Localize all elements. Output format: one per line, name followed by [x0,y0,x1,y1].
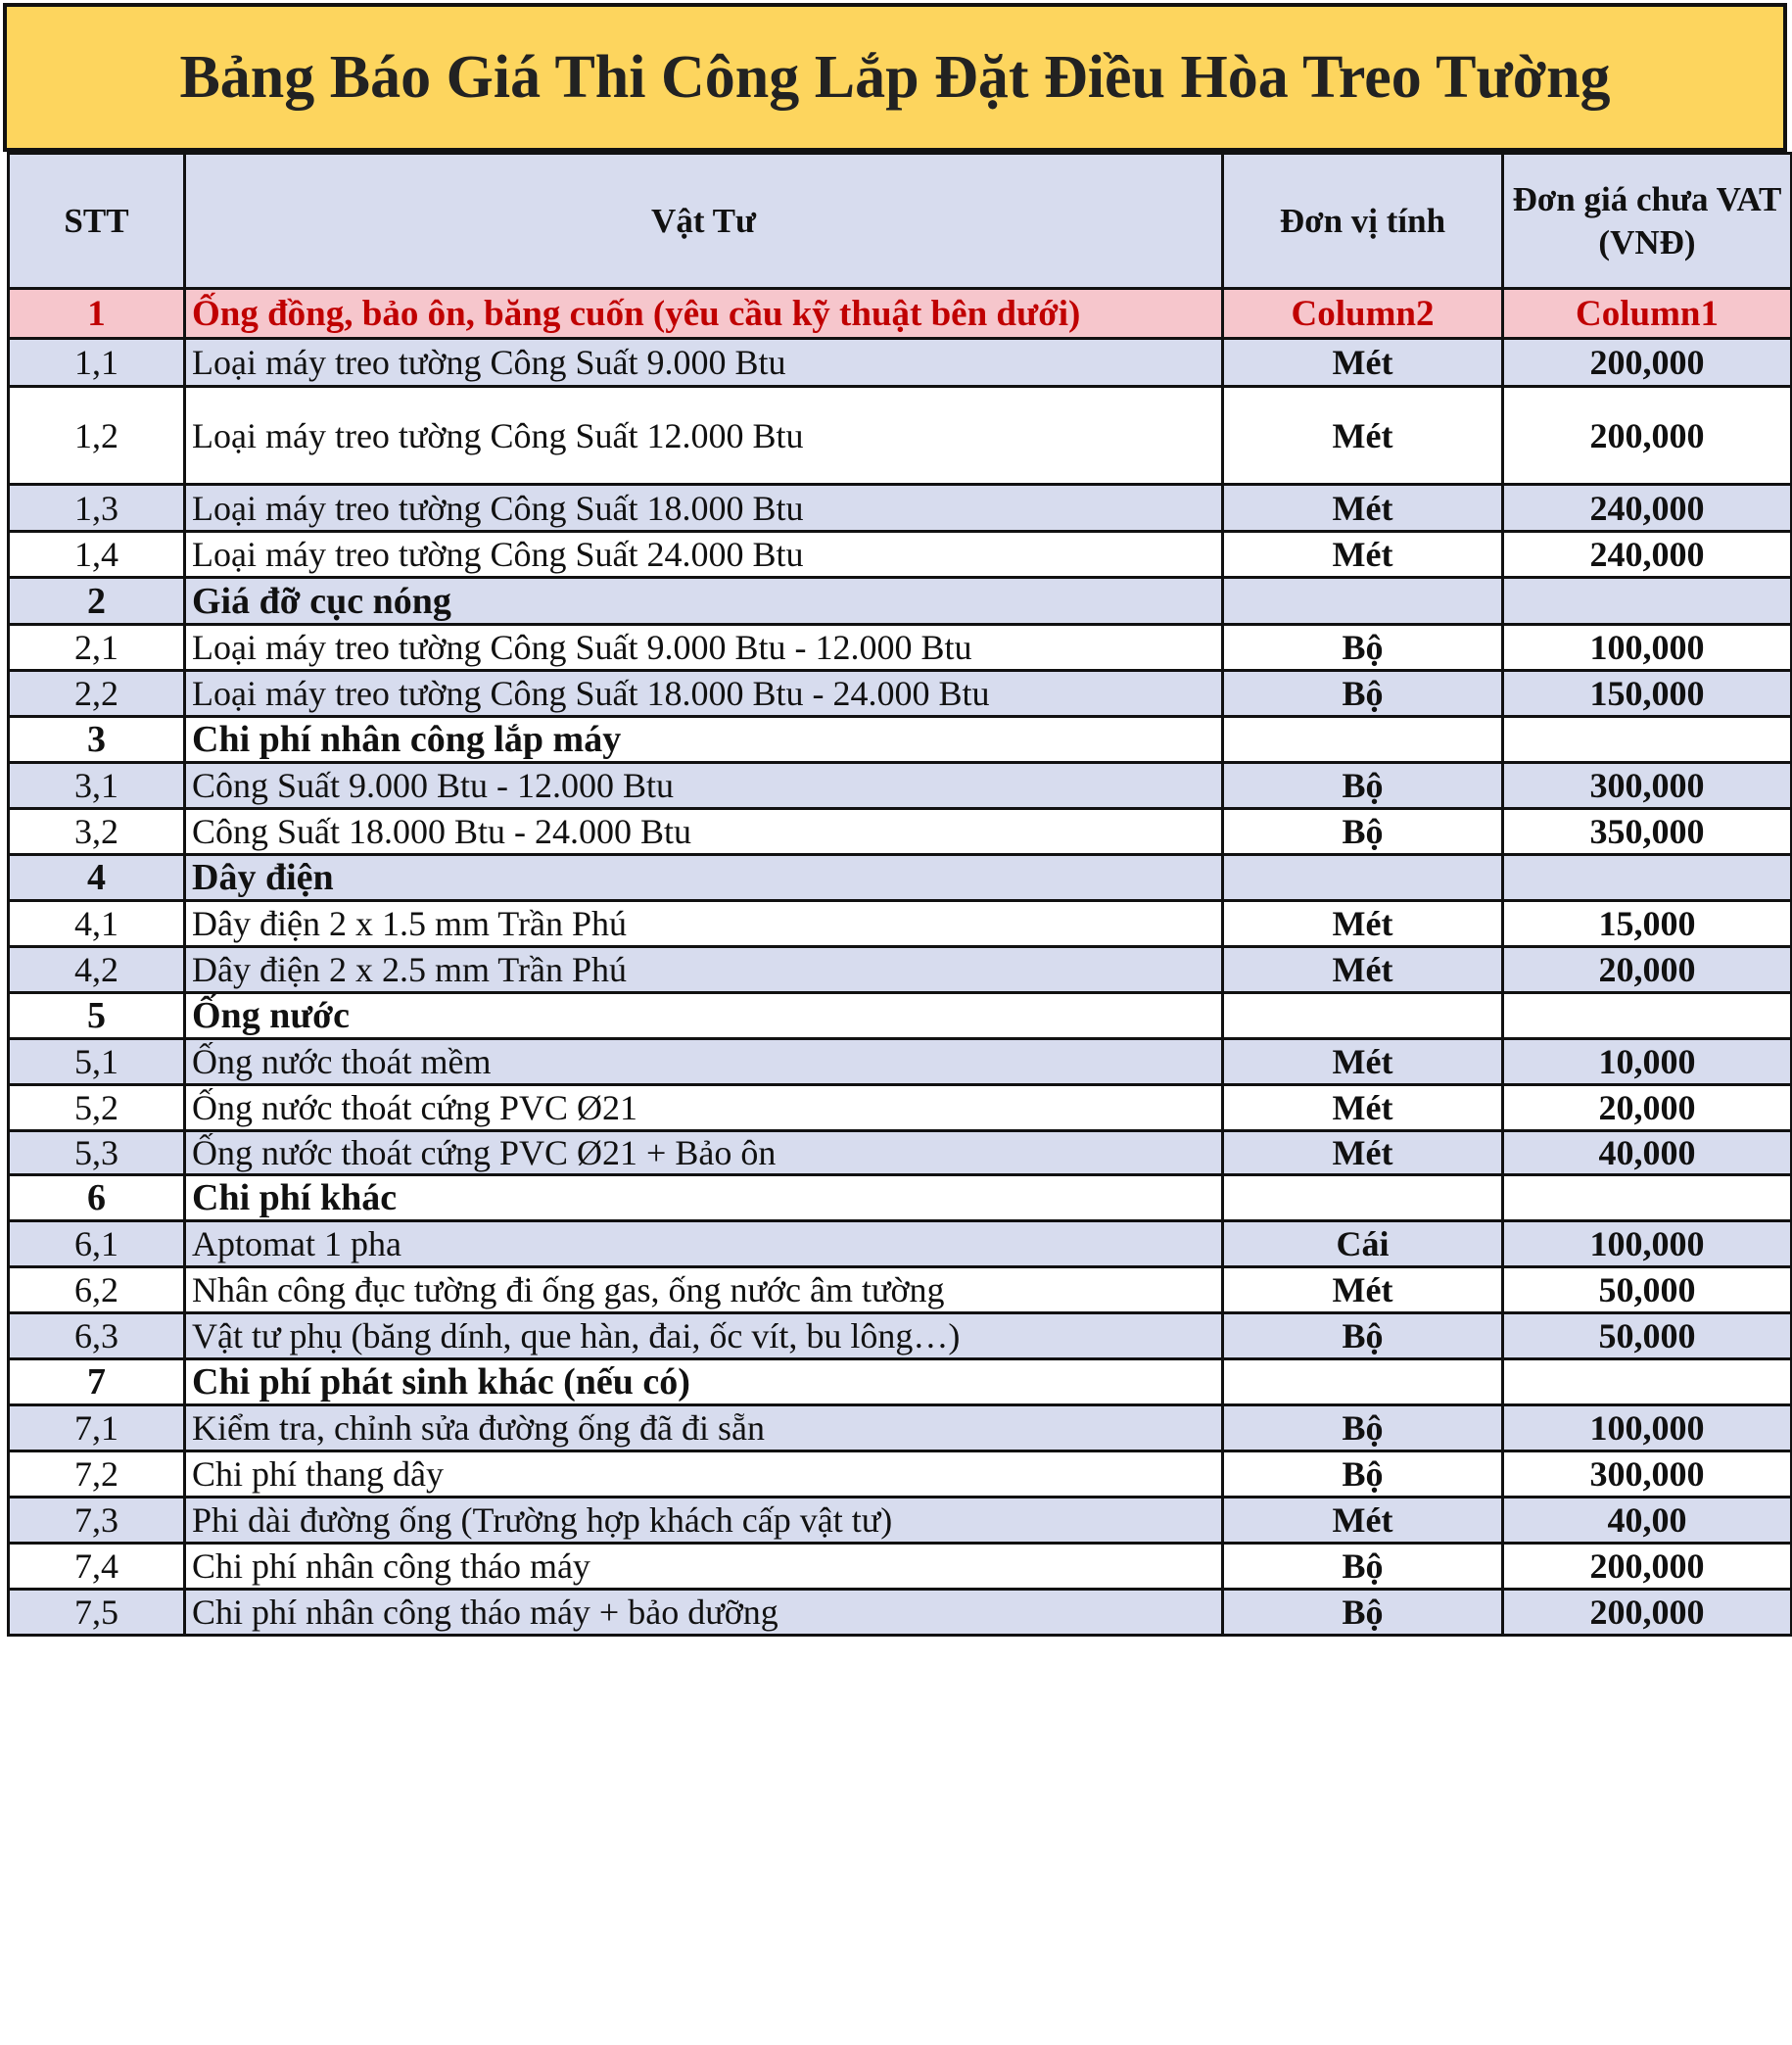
table-row [9,485,1792,532]
cell-stt: 1,3 [9,485,185,532]
cell-stt: 7,3 [9,1498,185,1544]
cell-stt: 5,1 [9,1039,185,1085]
cell-unit: Bộ [1223,1451,1503,1498]
cell-stt: 6,1 [9,1221,185,1267]
section-row [9,855,1792,901]
cell-price: 240,000 [1503,485,1792,532]
cell-unit: Mét [1223,1039,1503,1085]
header-stt: STT [9,154,185,289]
table-row [9,1039,1792,1085]
cell-item: Chi phí phát sinh khác (nếu có) [185,1359,1223,1405]
cell-unit: Bộ [1223,1313,1503,1359]
cell-price: 40,00 [1503,1498,1792,1544]
cell-item: Loại máy treo tường Công Suất 9.000 Btu [185,339,1223,387]
cell-stt: 6,2 [9,1267,185,1313]
table-row [9,1131,1792,1175]
cell-price [1503,1175,1792,1221]
cell-item: Nhân công đục tường đi ống gas, ống nước âm tường [185,1267,1223,1313]
cell-stt: 1,1 [9,339,185,387]
cell-item: Loại máy treo tường Công Suất 9.000 Btu - 12.000 Btu [185,625,1223,671]
table-row [9,387,1792,485]
cell-stt: 4,2 [9,947,185,993]
cell-item: Giá đỡ cục nóng [185,578,1223,625]
cell-unit: Mét [1223,339,1503,387]
cell-price: 50,000 [1503,1313,1792,1359]
table-row [9,1451,1792,1498]
table-row [9,1221,1792,1267]
table-row [9,1313,1792,1359]
cell-price: 200,000 [1503,1590,1792,1636]
cell-item: Vật tư phụ (băng dính, que hàn, đai, ốc vít, bu lông…) [185,1313,1223,1359]
cell-stt: 5,2 [9,1085,185,1131]
cell-stt: 2,2 [9,671,185,717]
cell-unit: Bộ [1223,809,1503,855]
cell-item: Ống đồng, bảo ôn, băng cuốn (yêu cầu kỹ thuật bên dưới) [185,289,1223,339]
header-price: Đơn giá chưa VAT (VNĐ) [1503,154,1792,289]
cell-unit: Mét [1223,901,1503,947]
cell-unit: Bộ [1223,763,1503,809]
cell-item: Loại máy treo tường Công Suất 18.000 Btu - 24.000 Btu [185,671,1223,717]
cell-item: Ống nước thoát cứng PVC Ø21 + Bảo ôn [185,1131,1223,1175]
cell-price: 15,000 [1503,901,1792,947]
cell-item: Dây điện [185,855,1223,901]
cell-stt: 3,1 [9,763,185,809]
cell-stt: 2,1 [9,625,185,671]
cell-item: Ống nước thoát mềm [185,1039,1223,1085]
cell-item: Loại máy treo tường Công Suất 24.000 Btu [185,532,1223,578]
cell-stt: 4,1 [9,901,185,947]
cell-item: Chi phí khác [185,1175,1223,1221]
cell-price: 300,000 [1503,1451,1792,1498]
cell-unit: Mét [1223,485,1503,532]
cell-price: 100,000 [1503,1221,1792,1267]
cell-stt: 3,2 [9,809,185,855]
cell-price: 40,000 [1503,1131,1792,1175]
table-row [9,339,1792,387]
cell-price [1503,578,1792,625]
section-row [9,717,1792,763]
cell-unit [1223,1175,1503,1221]
cell-price: 350,000 [1503,809,1792,855]
cell-item: Công Suất 9.000 Btu - 12.000 Btu [185,763,1223,809]
table-row [9,763,1792,809]
cell-price [1503,993,1792,1039]
cell-stt: 1 [9,289,185,339]
header-item: Vật Tư [185,154,1223,289]
cell-item: Dây điện 2 x 1.5 mm Trần Phú [185,901,1223,947]
cell-price: 50,000 [1503,1267,1792,1313]
table-row [9,901,1792,947]
cell-price: 200,000 [1503,1544,1792,1590]
cell-stt: 1,4 [9,532,185,578]
cell-unit [1223,717,1503,763]
header-unit: Đơn vị tính [1223,154,1503,289]
section-row [9,993,1792,1039]
cell-unit: Bộ [1223,671,1503,717]
header-row [9,154,1792,289]
cell-stt: 6 [9,1175,185,1221]
cell-stt: 6,3 [9,1313,185,1359]
cell-unit: Bộ [1223,1405,1503,1451]
cell-unit: Mét [1223,1085,1503,1131]
table-body [9,289,1792,1636]
cell-price: 240,000 [1503,532,1792,578]
cell-stt: 5,3 [9,1131,185,1175]
cell-unit: Cái [1223,1221,1503,1267]
cell-price [1503,717,1792,763]
cell-item: Ống nước thoát cứng PVC Ø21 [185,1085,1223,1131]
cell-unit: Mét [1223,532,1503,578]
cell-price: 100,000 [1503,1405,1792,1451]
cell-unit: Bộ [1223,625,1503,671]
sheet-title: Bảng Báo Giá Thi Công Lắp Đặt Điều Hòa Treo Tường [3,3,1787,152]
section-row [9,1175,1792,1221]
cell-stt: 7,4 [9,1544,185,1590]
cell-stt: 7,1 [9,1405,185,1451]
table-row [9,1590,1792,1636]
cell-unit: Bộ [1223,1544,1503,1590]
cell-price: 200,000 [1503,339,1792,387]
cell-price: 20,000 [1503,947,1792,993]
cell-item: Chi phí nhân công tháo máy + bảo dưỡng [185,1590,1223,1636]
cell-stt: 7,5 [9,1590,185,1636]
price-table [7,152,1792,1637]
table-row [9,1544,1792,1590]
cell-price: Column1 [1503,289,1792,339]
table-row [9,532,1792,578]
cell-item: Chi phí nhân công tháo máy [185,1544,1223,1590]
cell-item: Chi phí nhân công lắp máy [185,717,1223,763]
section-row [9,1359,1792,1405]
table-row [9,1085,1792,1131]
table-row [9,671,1792,717]
table-row [9,1405,1792,1451]
cell-unit [1223,993,1503,1039]
cell-item: Dây điện 2 x 2.5 mm Trần Phú [185,947,1223,993]
cell-unit: Mét [1223,1498,1503,1544]
cell-price: 100,000 [1503,625,1792,671]
cell-unit: Mét [1223,387,1503,485]
cell-item: Loại máy treo tường Công Suất 12.000 Btu [185,387,1223,485]
cell-stt: 4 [9,855,185,901]
section-row [9,578,1792,625]
cell-item: Loại máy treo tường Công Suất 18.000 Btu [185,485,1223,532]
cell-item: Chi phí thang dây [185,1451,1223,1498]
cell-stt: 7 [9,1359,185,1405]
cell-price: 10,000 [1503,1039,1792,1085]
cell-price [1503,1359,1792,1405]
table-row [9,947,1792,993]
section-row [9,289,1792,339]
cell-price: 200,000 [1503,387,1792,485]
cell-stt: 1,2 [9,387,185,485]
cell-price: 300,000 [1503,763,1792,809]
table-row [9,809,1792,855]
table-row [9,1498,1792,1544]
table-row [9,625,1792,671]
cell-stt: 5 [9,993,185,1039]
cell-unit: Column2 [1223,289,1503,339]
cell-stt: 7,2 [9,1451,185,1498]
cell-stt: 3 [9,717,185,763]
table-row [9,1267,1792,1313]
cell-unit: Bộ [1223,1590,1503,1636]
cell-item: Aptomat 1 pha [185,1221,1223,1267]
cell-unit: Mét [1223,1267,1503,1313]
cell-unit [1223,578,1503,625]
cell-item: Kiểm tra, chỉnh sửa đường ống đã đi sẵn [185,1405,1223,1451]
cell-stt: 2 [9,578,185,625]
cell-item: Công Suất 18.000 Btu - 24.000 Btu [185,809,1223,855]
cell-price: 20,000 [1503,1085,1792,1131]
cell-price: 150,000 [1503,671,1792,717]
cell-unit: Mét [1223,947,1503,993]
cell-item: Phi dài đường ống (Trường hợp khách cấp vật tư) [185,1498,1223,1544]
cell-unit [1223,855,1503,901]
cell-unit [1223,1359,1503,1405]
cell-unit: Mét [1223,1131,1503,1175]
cell-item: Ống nước [185,993,1223,1039]
cell-price [1503,855,1792,901]
